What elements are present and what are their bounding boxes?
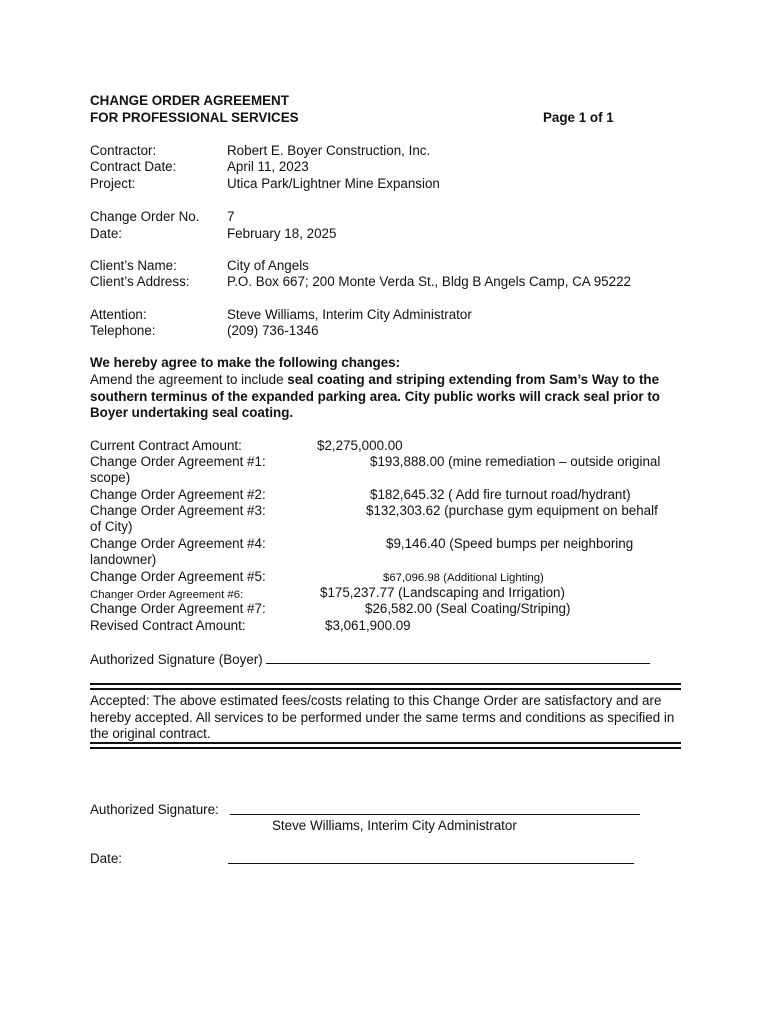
changes-text-plain: Amend the agreement to include: [90, 372, 288, 387]
telephone-label: Telephone:: [90, 323, 156, 338]
project-label: Project:: [90, 176, 136, 191]
boyer-signature-row: [90, 651, 650, 669]
co1-continuation: scope): [90, 470, 131, 485]
co6-value: $175,237.77 (Landscaping and Irrigation): [320, 585, 565, 600]
contractor-label: Contractor:: [90, 143, 157, 158]
current-amount-label: Current Contract Amount:: [90, 438, 242, 453]
co1-value: $193,888.00 (mine remediation – outside original: [370, 454, 661, 469]
contract-date-label: Contract Date:: [90, 159, 177, 174]
contract-date-value: April 11, 2023: [227, 159, 309, 174]
telephone-value: (209) 736-1346: [227, 323, 319, 338]
divider-top-1: [90, 683, 681, 685]
document-title-line2: FOR PROFESSIONAL SERVICES: [90, 110, 299, 125]
co2-label: Change Order Agreement #2:: [90, 487, 266, 502]
accepted-paragraph: Accepted: The above estimated fees/costs relating to this Change Order are satisfactory and are hereby accepted. All services to be performed under the same terms and conditions as specified in the original contract.: [90, 693, 675, 741]
divider-bottom-1: [90, 742, 681, 744]
co7-value: $26,582.00 (Seal Coating/Striping): [365, 601, 571, 616]
boyer-signature-line[interactable]: [266, 651, 650, 664]
client-name-label: Client’s Name:: [90, 258, 177, 273]
client-address-label: Client’s Address:: [90, 274, 190, 289]
changes-paragraph: [90, 372, 686, 422]
contractor-value: Robert E. Boyer Construction, Inc.: [227, 143, 431, 158]
city-signature-label: Authorized Signature:: [90, 802, 219, 817]
current-amount-value: $2,275,000.00: [317, 438, 403, 453]
attention-label: Attention:: [90, 307, 147, 322]
co5-value: $67,096.98 (Additional Lighting): [383, 572, 544, 584]
city-date-label: Date:: [90, 851, 123, 866]
date-value: February 18, 2025: [227, 226, 337, 241]
changes-text-bold: seal coating and striping extending from Sam’s Way to the southern terminus of the expanded parking area. City public works will crack seal prior to Boyer undertaking seal coating.: [90, 372, 660, 420]
co2-value: $182,645.32 ( Add fire turnout road/hydrant): [370, 487, 631, 502]
change-order-label: Change Order No.: [90, 209, 200, 224]
boyer-signature-label: Authorized Signature (Boyer): [90, 652, 263, 667]
page-number: Page 1 of 1: [543, 110, 614, 125]
city-signer-name: Steve Williams, Interim City Administrator: [272, 818, 517, 833]
co1-label: Change Order Agreement #1:: [90, 454, 266, 469]
co3-continuation: of City): [90, 519, 133, 534]
document-title-line1: CHANGE ORDER AGREEMENT: [90, 93, 289, 108]
city-date-line[interactable]: [228, 851, 634, 864]
city-signature-line[interactable]: [230, 802, 640, 815]
co7-label: Change Order Agreement #7:: [90, 601, 266, 616]
changes-heading: We hereby agree to make the following changes:: [90, 355, 401, 370]
co5-label: Change Order Agreement #5:: [90, 569, 266, 584]
client-address-value: P.O. Box 667; 200 Monte Verda St., Bldg B Angels Camp, CA 95222: [227, 274, 631, 289]
attention-value: Steve Williams, Interim City Administrator: [227, 307, 472, 322]
change-order-value: 7: [227, 209, 235, 224]
revised-amount-label: Revised Contract Amount:: [90, 618, 246, 633]
co6-label: Changer Order Agreement #6:: [90, 589, 244, 601]
co4-value: $9,146.40 (Speed bumps per neighboring: [386, 536, 634, 551]
client-name-value: City of Angels: [227, 258, 309, 273]
co4-label: Change Order Agreement #4:: [90, 536, 266, 551]
date-label: Date:: [90, 226, 123, 241]
divider-top-2: [90, 688, 681, 690]
divider-bottom-2: [90, 747, 681, 749]
co3-value: $132,303.62 (purchase gym equipment on behalf: [366, 503, 658, 518]
revised-amount-value: $3,061,900.09: [325, 618, 411, 633]
project-value: Utica Park/Lightner Mine Expansion: [227, 176, 440, 191]
co4-continuation: landowner): [90, 552, 157, 567]
co3-label: Change Order Agreement #3:: [90, 503, 266, 518]
